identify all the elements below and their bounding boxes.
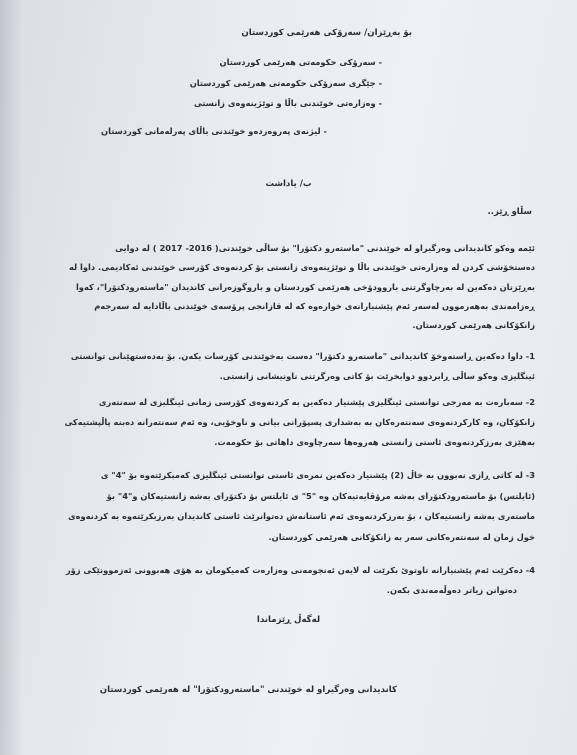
recipient-line-2: - جێگری سەرۆکی حکومەتی هەرێمی کوردستان bbox=[189, 78, 382, 88]
recipient-line-1: - سەرۆکی حکومەتی هەرێمی کوردستان bbox=[219, 57, 382, 67]
point-line: ماستەری بەشە زانستیەکان ، بۆ بەرزکردنەوەی ئەم ئاستانەش دەتوانرێت ئاستی کاندیدان بەرزبکرێتەوە بە کردنەوەی bbox=[68, 511, 535, 521]
recipient-line-4: - لیژنەی پەروەردەو خوێندنی باڵای پەرلەمانی کوردستان bbox=[101, 126, 327, 136]
intro-line: دەستخۆشی کردن لە وەزارەتی خوێندنی باڵا و توێژینەوەی زانستی بۆ کردنەوەی کۆرسی خوێندنی ئەکادیمی. داوا لە bbox=[69, 262, 535, 272]
point-line: خول زمان لە سەنتەرەکانی سەر بە زانکۆکانی هەرێمی کوردستان. bbox=[268, 532, 535, 542]
greeting: سڵاو ڕێز.. bbox=[487, 207, 532, 217]
point-line: 1- داوا دەکەین ڕاستەوخۆ کاندیدانی "ماستەرو دکتۆرا" دەست بەخوێندنی کۆرسات بکەن. بۆ بەدەستهێنانی توانستی bbox=[70, 351, 535, 361]
signature-line: کاندیدانی وەرگیراو لە خوێندنی "ماستەرودکتۆرا" لە هەرێمی کوردستان bbox=[99, 685, 397, 695]
recipient-header: بۆ بەڕێزان/ سەرۆکی هەرێمی کوردستان bbox=[241, 28, 412, 38]
point-line: 4- دەکرێت ئەم پێشنیارانە تاوتوێ بکرێت لە لایەن ئەنجومەنی وەزارەت کەمیکومان بە هۆی هەبوونی ئەزموونێکی زۆر bbox=[65, 565, 535, 575]
intro-line: ڕەزامەندی بەهەرموون لەسەر ئەم پێشنیارانەی خوارەوە کە لە قازانجی پرۆسەی خوێندنی باڵادایە لە سەرجەم bbox=[94, 301, 535, 311]
point-line: 3- لە کاتی ڕازی نەبوون بە خاڵ (2) پێشنیار دەکەین نمرەی ئاستی توانستی ئینگلیزی کەمبکرێتەوە بۆ "4" ی bbox=[100, 470, 535, 480]
point-line: دەتوانن زیاتر دەوڵەمەندی بکەن. bbox=[386, 585, 517, 595]
intro-line: زانکۆکانی هەرێمی کوردستان. bbox=[412, 320, 535, 330]
point-line: 2- سەبارەت بە مەرجی توانستی ئینگلیزی پێشنیار دەکەین بە کردنەوەی کۆرسی زمانی ئینگلیزی لە سەنتەری bbox=[98, 397, 535, 407]
intro-line: بەڕێزتان دەکەین لە بەرچاوگرتنی باروودۆخی هەرێمی کوردستان و باروگوزەرانی کاندیدان "ماستەرودکتۆرا"، کەوا bbox=[75, 282, 535, 292]
subject-line: ب/ یاداشت bbox=[265, 179, 312, 189]
recipient-line-3: - وەزارەتی خوێندنی باڵا و توێژینەوەی زانستی bbox=[194, 98, 382, 108]
point-line: ئینگلیزی وەکو ساڵی ڕابردوو دوابخرێت بۆ کاتی وەرگرتنی ناونیشانی زانستی. bbox=[219, 371, 535, 381]
intro-line: ئێمە وەکو کاندیدانی وەرگیراو لە خوێندنی "ماستەرو دکتۆرا" بۆ ساڵی خوێندنی( 2016- 2017 ) لە دوایی bbox=[115, 243, 535, 253]
point-line: (ئایلتس) بۆ ماستەرودکتۆرای بەشە مرۆڤایەتیەکان وە "5" ی ئایلتس بۆ دکتۆرای بەشە زانستیەکان و"4" بۆ bbox=[106, 491, 535, 501]
closing-line: لەگەڵ ڕێزماندا bbox=[256, 615, 321, 625]
point-line: بەهێزی بەرزکردنەوەی ئاستی زانستی هەروەها سەرچاوەی داهاتی بۆ حکومەت. bbox=[214, 437, 535, 447]
point-line: زانکۆکان، وە کارکردنەوەی سەنتەرەکان بە بەشداری پسپۆرانی بیانی و ناوخۆیی، وە ئەم سەنتەرانە دەبنە پاڵپشتیەکی bbox=[64, 417, 535, 427]
